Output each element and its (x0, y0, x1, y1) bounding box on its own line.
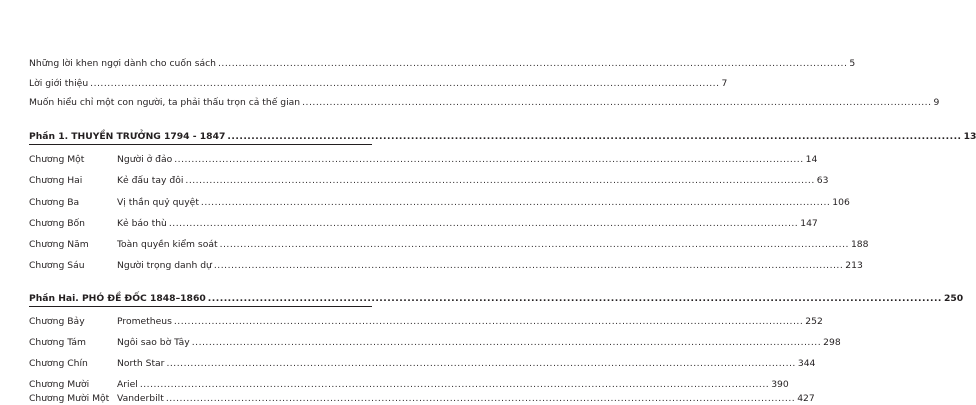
chapter-number: Chương Sáu (29, 260, 85, 271)
toc-chapter[interactable] (29, 392, 815, 405)
chapter-number: Chương Chín (29, 358, 88, 369)
chapter-title: Ariel (117, 379, 138, 390)
chapter-page: 427 (797, 393, 815, 404)
chapter-page: 63 (816, 175, 829, 186)
chapter-page: 188 (850, 239, 869, 250)
toc-chapter[interactable] (29, 196, 850, 209)
dot-leader: ........................................................................................................................................................................................ (218, 58, 848, 69)
toc-entry-page: 5 (849, 58, 856, 69)
dot-leader: ........................................................................................................................................................................................ (173, 316, 804, 327)
dot-leader: ........................................................................................................................................................................................ (302, 97, 932, 108)
toc-part-heading[interactable] (29, 292, 964, 305)
chapter-page: 147 (800, 218, 818, 229)
toc-entry-page: 7 (721, 78, 728, 89)
chapter-page: 14 (805, 154, 818, 165)
dot-leader: ........................................................................................................................................................................................ (174, 154, 804, 165)
chapter-title: North Star (117, 358, 165, 369)
toc-entry[interactable] (29, 96, 940, 109)
dot-leader: ........................................................................................................................................................................................ (165, 393, 796, 404)
part-page: 250 (943, 293, 964, 304)
chapter-page: 252 (805, 316, 823, 327)
dot-leader: ........................................................................................................................................................................................ (139, 379, 770, 390)
toc-chapter[interactable] (29, 217, 818, 230)
chapter-title: Kẻ đấu tay đôi (117, 175, 184, 186)
chapter-number: Chương Một (29, 154, 85, 165)
chapter-page: 344 (797, 358, 816, 369)
chapter-page: 213 (845, 260, 863, 271)
part-divider (29, 144, 372, 145)
toc-chapter[interactable] (29, 238, 869, 251)
toc-entry-title: Muốn hiểu chỉ một con người, ta phải thấu trọn cả thế gian (29, 97, 301, 108)
part-page: 13 (963, 131, 976, 142)
dot-leader: ........................................................................................................................................................................................ (90, 78, 720, 89)
dot-leader: ........................................................................................................................................................................................ (219, 239, 849, 250)
toc-chapter[interactable] (29, 357, 816, 370)
part-title: Phần 1. THUYỀN TRƯỞNG 1794 - 1847 (29, 131, 226, 142)
dot-leader: ........................................................................................................................................................................................ (191, 337, 822, 348)
toc-part-heading[interactable] (29, 130, 976, 143)
chapter-title: Vị thần quỷ quyệt (117, 197, 199, 208)
part-divider (29, 306, 372, 307)
dot-leader: ........................................................................................................................................................................................ (168, 218, 799, 229)
toc-entry-title: Những lời khen ngợi dành cho cuốn sách (29, 58, 217, 69)
chapter-page: 106 (832, 197, 850, 208)
dot-leader: ........................................................................................................................................................................................ (207, 293, 942, 304)
chapter-page: 390 (771, 379, 789, 390)
dot-leader: ........................................................................................................................................................................................ (213, 260, 844, 271)
toc-chapter[interactable] (29, 336, 841, 349)
chapter-number: Chương Mười Một (29, 393, 110, 404)
chapter-title: Prometheus (117, 316, 172, 327)
chapter-title: Ngôi sao bờ Tây (117, 337, 190, 348)
chapter-number: Chương Hai (29, 175, 83, 186)
chapter-number: Chương Năm (29, 239, 89, 250)
toc-chapter[interactable] (29, 259, 863, 272)
dot-leader: ........................................................................................................................................................................................ (185, 175, 815, 186)
chapter-number: Chương Bảy (29, 316, 85, 327)
dot-leader: ........................................................................................................................................................................................ (200, 197, 831, 208)
chapter-title: Người trọng danh dự (117, 260, 212, 271)
chapter-title: Kẻ báo thù (117, 218, 167, 229)
chapter-number: Chương Mười (29, 379, 90, 390)
chapter-title: Vanderbilt (117, 393, 164, 404)
toc-chapter[interactable] (29, 315, 823, 328)
dot-leader: ........................................................................................................................................................................................ (166, 358, 796, 369)
toc-entry-page: 9 (933, 97, 940, 108)
chapter-number: Chương Bốn (29, 218, 86, 229)
toc-chapter[interactable] (29, 174, 829, 187)
part-title: Phần Hai. PHÓ ĐỀ ĐỐC 1848–1860 (29, 293, 206, 304)
toc-chapter[interactable] (29, 378, 789, 391)
toc-entry-title: Lời giới thiệu (29, 78, 89, 89)
toc-chapter[interactable] (29, 153, 818, 166)
toc-entry[interactable] (29, 77, 728, 90)
chapter-title: Toàn quyền kiểm soát (117, 239, 218, 250)
chapter-number: Chương Tám (29, 337, 86, 348)
chapter-number: Chương Ba (29, 197, 80, 208)
toc-entry[interactable] (29, 57, 856, 70)
chapter-page: 298 (823, 337, 841, 348)
chapter-title: Người ở đảo (117, 154, 173, 165)
dot-leader: ........................................................................................................................................................................................ (227, 131, 962, 142)
